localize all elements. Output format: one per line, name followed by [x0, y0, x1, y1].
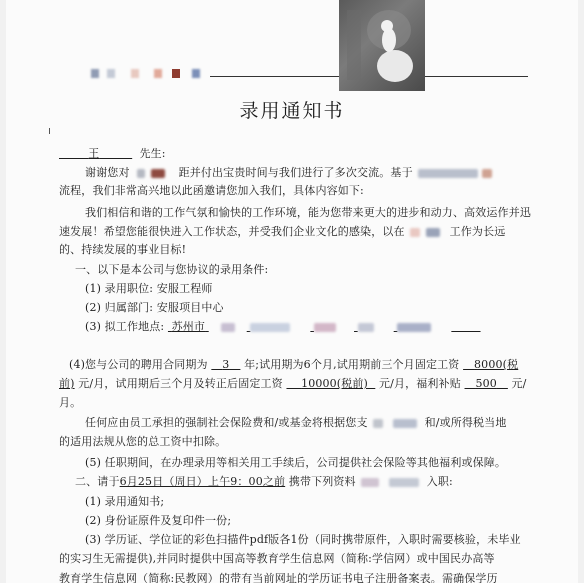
salutation — [59, 146, 166, 162]
offer-letter-page — [6, 0, 578, 583]
doc-diploma-line-1: (3) 学历证、学位证的彩色扫描件pdf版各1份（同时携带原件，入职时需要核验，未毕业 — [85, 533, 521, 546]
probation-salary-a: 8000(税 — [474, 358, 519, 371]
contract-years: 3 — [222, 358, 230, 371]
allowance: 500 — [475, 377, 497, 390]
section-2-text-c: 入职: — [426, 475, 453, 488]
redacted-logo-block-2 — [107, 69, 115, 78]
location-label: (3) 拟工作地点: — [85, 320, 165, 333]
candidate-photo — [339, 0, 425, 91]
contract-line-3: 月。 — [59, 396, 82, 409]
redacted-logo-block-1 — [91, 69, 99, 78]
redacted-section-2 — [361, 478, 379, 487]
doc-diploma-line-2: 的实习生无需提供),并同时提供中国高等教育学生信息网（简称:学信网）或中国民办高等 — [59, 552, 495, 565]
welcome-line-1: 我们相信和谐的工作气氛和愉快的工作环境，能为您带来更大的进步和动力、高效运作并迅 — [85, 206, 531, 219]
section-2-heading — [75, 474, 453, 490]
contract-text-d: 元/月，福利补贴 — [378, 377, 461, 390]
tax-line-1 — [85, 415, 506, 431]
location-value: 苏州市 — [168, 320, 481, 333]
doc-diploma-line-3: 教育学生信息网（简称:民教网）的带有当前网址的学历证书电子注册备案表。需确保学历 — [59, 572, 498, 583]
redacted-address-5 — [397, 323, 431, 332]
welcome-line-2 — [59, 224, 505, 240]
welcome-text-b: 工作为长远 — [449, 225, 506, 238]
tax-line-2: 的适用法规从您的总工资中扣除。 — [59, 435, 227, 448]
redacted-text — [418, 169, 478, 178]
candidate-name: 王 — [88, 147, 100, 160]
item-benefits: (5) 任职期间，在办理录用等相关用工手续后，公司提供社会保险等其他福利或保障。 — [85, 456, 507, 469]
item-position: (1) 录用职位: 安服工程师 — [85, 282, 213, 295]
item-department: (2) 归属部门: 安服项目中心 — [85, 301, 224, 314]
item-location — [85, 319, 481, 335]
redacted-address — [221, 323, 235, 332]
contract-text-c: 元/月，试用期后三个月及转正后固定工资 — [78, 377, 283, 390]
thanks-line-1 — [85, 165, 492, 181]
section-2-text-b: 携带下列资料 — [288, 475, 356, 488]
header-rule-left — [210, 76, 340, 77]
redacted-logo-block-6 — [192, 69, 200, 78]
redacted-text-2 — [482, 169, 492, 178]
tax-text-a: 任何应由员工承担的强制社会保险费和/或基金将根据您支 — [85, 416, 368, 429]
redacted-company-4 — [426, 228, 440, 237]
regular-salary: 10000(税前) — [301, 377, 368, 390]
contract-text-a: (4)您与公司的聘用合同期为 — [69, 358, 208, 371]
page-title: 录用通知书 — [239, 100, 345, 122]
doc-id-card: (2) 身份证原件及复印件一份; — [85, 514, 232, 527]
redacted-address-2 — [250, 323, 290, 332]
redacted-company-2 — [151, 169, 165, 178]
thanks-line-2: 流程，我们非常高兴地以此函邀请您加入我们，具体内容如下: — [59, 184, 364, 197]
redacted-address-3 — [314, 323, 336, 332]
margin-mark — [49, 128, 50, 134]
section-2-text-a: 二、请于 — [75, 475, 120, 488]
section-1-heading: 一、以下是本公司与您协议的录用条件: — [75, 263, 269, 276]
redacted-company — [137, 169, 145, 178]
redacted-tax — [373, 419, 383, 428]
redacted-tax-2 — [393, 419, 417, 428]
tax-text-b: 和/或所得税当地 — [424, 416, 507, 429]
onboarding-date: 6月25日（周日）上午9：00之前 — [119, 475, 286, 488]
contract-line-1 — [69, 357, 518, 373]
salutation-suffix: 先生: — [139, 147, 166, 160]
redacted-logo-block-5 — [172, 69, 180, 78]
contract-text-b: 年;试用期为6个月,试用期前三个月固定工资 — [244, 358, 460, 371]
welcome-text-a: 速发展！希望您能很快进入工作状态，并受我们企业文化的感染，以在 — [59, 225, 405, 238]
redacted-logo-block-4 — [154, 69, 162, 78]
thanks-text-a: 谢谢您对 — [85, 166, 130, 179]
redacted-company-3 — [410, 228, 420, 237]
header-rule-right — [425, 76, 528, 77]
probation-salary-b: 前) — [59, 377, 75, 390]
redacted-logo-block-3 — [131, 69, 139, 78]
welcome-line-3: 的、持续发展的事业目标! — [59, 243, 187, 256]
contract-text-e: 元/ — [511, 377, 527, 390]
doc-offer-letter: (1) 录用通知书; — [85, 495, 165, 508]
redacted-address-4 — [358, 323, 374, 332]
redacted-section-2b — [389, 478, 419, 487]
thanks-text-b: 距并付出宝贵时间与我们进行了多次交流。基于 — [178, 166, 413, 179]
contract-line-2 — [59, 376, 527, 392]
